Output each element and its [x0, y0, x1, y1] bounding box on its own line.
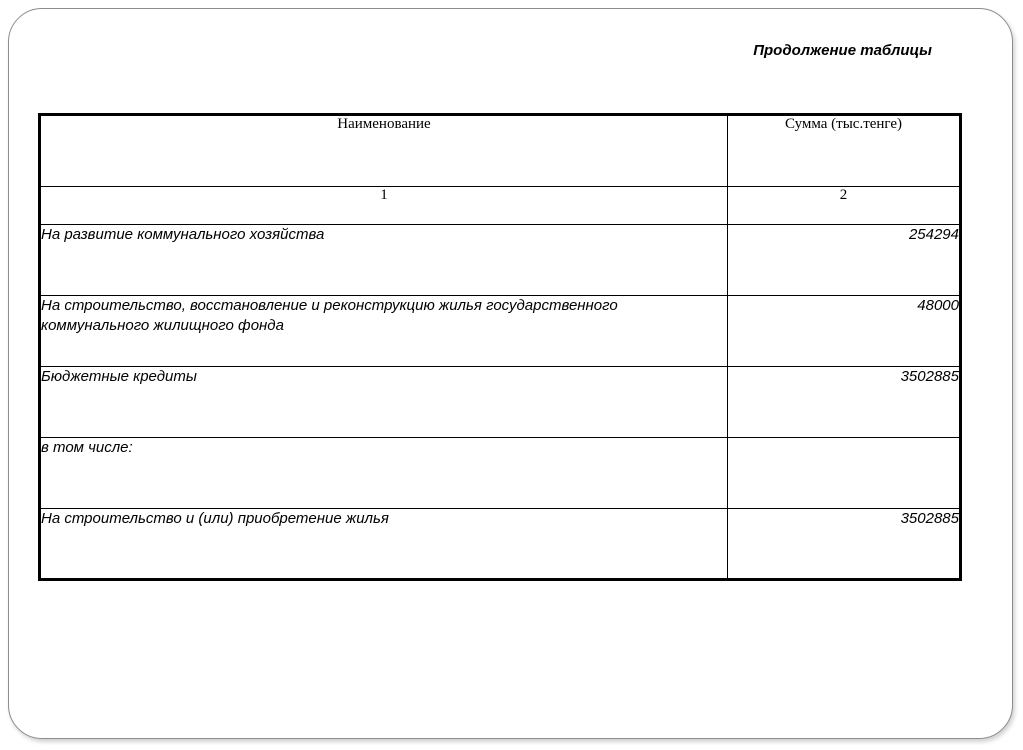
table-row: [40, 225, 961, 296]
column-number-2: 2: [728, 187, 961, 225]
table-row: [40, 509, 961, 580]
row-amount: 48000: [728, 296, 961, 367]
row-amount: 3502885: [728, 367, 961, 438]
row-name: Бюджетные кредиты: [40, 367, 728, 438]
table-row: [40, 296, 961, 367]
header-amount: Сумма (тыс.тенге): [728, 115, 961, 187]
row-amount: [728, 438, 961, 509]
column-number-1: 1: [40, 187, 728, 225]
table-continuation-caption: Продолжение таблицы: [753, 42, 932, 59]
row-name: На строительство, восстановление и реконструкцию жилья государственного коммунального жилищного фонда: [40, 296, 728, 367]
table-row: [40, 438, 961, 509]
row-amount: 3502885: [728, 509, 961, 580]
budget-table: [38, 113, 962, 581]
row-name: На строительство и (или) приобретение жилья: [40, 509, 728, 580]
row-amount: 254294: [728, 225, 961, 296]
table-header-row: [40, 115, 961, 187]
row-name: в том числе:: [40, 438, 728, 509]
row-name: На развитие коммунального хозяйства: [40, 225, 728, 296]
table-row: [40, 367, 961, 438]
column-number-row: [40, 187, 961, 225]
header-name: Наименование: [40, 115, 728, 187]
